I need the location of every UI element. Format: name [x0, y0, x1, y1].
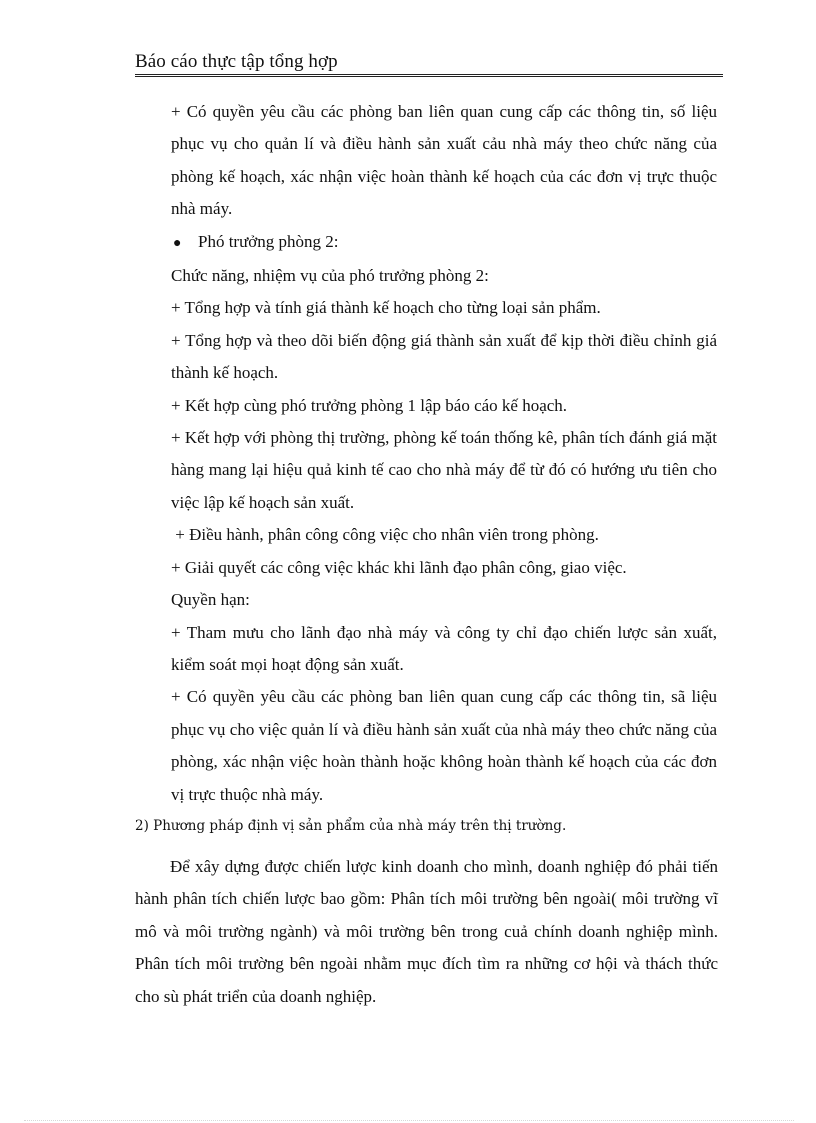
paragraph-duties-heading: Chức năng, nhiệm vụ của phó trưởng phòng 2: [171, 266, 489, 286]
paragraph-duty-2: + Tổng hợp và theo dõi biến động giá thành sản xuất để kịp thời điều chỉnh giá thành kế hoạch. [171, 330, 717, 383]
page-bottom-divider [24, 1120, 794, 1121]
section-body [135, 851, 718, 1013]
section-heading: 2) Phương pháp định vị sản phẩm của nhà máy trên thị trường. [135, 818, 567, 834]
section-paragraph: Để xây dựng được chiến lược kinh doanh cho mình, doanh nghiệp đó phải tiến hành phân tích chiến lược bao gồm: Phân tích môi trường bên ngoài( môi trường vĩ mô và môi trường ngành) và môi trường bên trong cuả chính doanh nghiệp mình. Phân tích môi trường bên ngoài nhằm mục đích tìm ra những cơ hội và thách thức cho sù phát triển của doanh nghiệp. [135, 857, 718, 1006]
paragraph-authority-1: + Tham mưu cho lãnh đạo nhà máy và công ty chỉ đạo chiến lược sản xuất, kiểm soát mọi hoạt động sản xuất. [171, 622, 717, 674]
paragraph-duty-5: + Điều hành, phân công công việc cho nhân viên trong phòng. [171, 525, 599, 545]
main-content [171, 96, 717, 811]
paragraph-duty-1: + Tổng hợp và tính giá thành kế hoạch cho từng loại sản phẩm. [171, 298, 601, 318]
paragraph-duty-3: + Kết hợp cùng phó trưởng phòng 1 lập báo cáo kế hoạch. [171, 395, 568, 415]
paragraph-duty-6: + Giải quyết các công việc khác khi lãnh đạo phân công, giao việc. [171, 557, 627, 577]
paragraph-request-rights: + Có quyền yêu cầu các phòng ban liên quan cung cấp các thông tin, số liệu phục vụ cho quản lí và điều hành sản xuất cảu nhà máy theo chức năng của phòng kế hoạch, xác nhận việc hoàn thành kế hoạch của các đơn vị trực thuộc nhà máy. [171, 102, 717, 219]
header-title: Báo cáo thực tập tổng hợp [135, 51, 338, 72]
bullet-icon: ● [173, 235, 182, 251]
bullet-label: Phó trưởng phòng 2: [198, 231, 339, 251]
paragraph-authority-2: + Có quyền yêu cầu các phòng ban liên quan cung cấp các thông tin, sã liệu phục vụ cho việc quản lí và điều hành sản xuất của nhà máy theo chức năng của phòng, xác nhận việc hoàn thành hoặc không hoàn thành kế hoạch của các đơn vị trực thuộc nhà máy. [171, 687, 717, 804]
page-header [135, 48, 723, 77]
paragraph-duty-4: + Kết hợp với phòng thị trường, phòng kế toán thống kê, phân tích đánh giá mặt hàng mang lại hiệu quả kinh tế cao cho nhà máy để từ đó có hướng ưu tiên cho việc lập kế hoạch sản xuất. [171, 428, 717, 512]
paragraph-authority-heading: Quyền hạn: [171, 590, 250, 610]
bullet-item [171, 226, 717, 260]
